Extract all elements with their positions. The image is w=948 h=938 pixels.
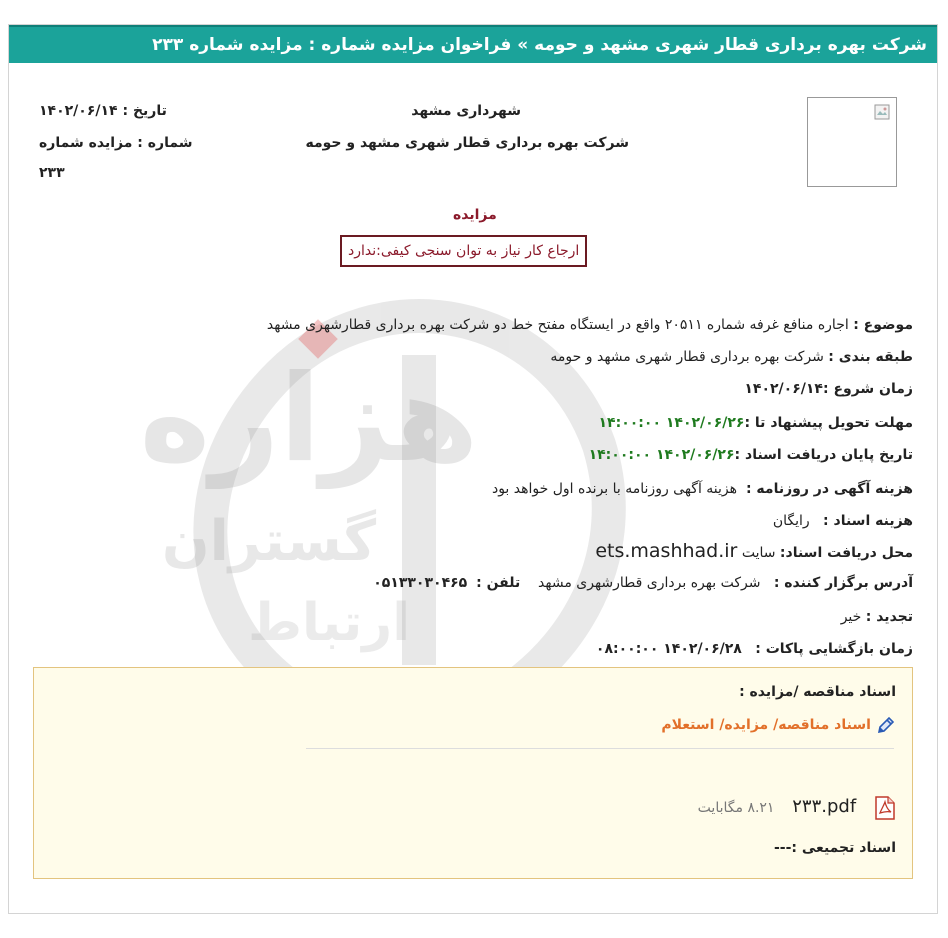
pdf-file-name[interactable]: ۲۳۳.pdf xyxy=(792,796,857,817)
address-value: شرکت بهره برداری قطارشهری مشهد xyxy=(538,575,761,591)
category-value: شرکت بهره برداری قطار شهری مشهد و حومه xyxy=(550,349,824,365)
renewal-row xyxy=(841,607,913,627)
doc-cost-label: هزینه اسناد : xyxy=(823,513,913,529)
ad-cost-label: هزینه آگهی در روزنامه : xyxy=(745,481,913,497)
doc-place-label: محل دریافت اسناد: xyxy=(779,545,913,561)
org-municipality: شهرداری مشهد xyxy=(411,103,521,119)
ad-cost-row xyxy=(492,479,913,499)
pdf-file-icon xyxy=(874,796,896,820)
doc-place-value: سایت xyxy=(741,545,776,561)
broken-image-icon xyxy=(874,104,890,120)
documents-link[interactable]: اسناد مناقصه/ مزایده/ استعلام xyxy=(661,717,871,733)
start-value: ۱۴۰۲/۰۶/۱۴ xyxy=(744,381,823,397)
renewal-label: تجدید : xyxy=(865,609,913,625)
announcement-date: تاریخ : ۱۴۰۲/۰۶/۱۴ xyxy=(39,103,167,119)
doc-cost-value: رایگان xyxy=(772,513,810,529)
subject-value: اجاره منافع غرفه شماره ۲۰۵۱۱ واقع در ایستگاه مفتح خط دو شرکت بهره برداری قطارشهری مشهد xyxy=(266,317,849,333)
announcement-number-label: شماره : مزایده شماره xyxy=(39,135,193,151)
watermark-tagline-1: گستران xyxy=(161,509,377,574)
opening-label: زمان بازگشایی پاکات : xyxy=(755,641,913,657)
subject-row xyxy=(267,315,913,335)
phone-value: ۰۵۱۳۳۰۳۰۴۶۵ xyxy=(373,575,468,591)
documents-panel xyxy=(33,667,913,879)
watermark-tagline-2: ارتباط xyxy=(247,593,411,653)
quality-assessment-note: ارجاع کار نیاز به توان سنجی کیفی:ندارد xyxy=(340,235,587,267)
start-label: زمان شروع : xyxy=(822,381,913,397)
renewal-value: خیر xyxy=(840,609,862,625)
page-title: شرکت بهره برداری قطار شهری مشهد و حومه » فراخوان مزایده شماره : مزایده شماره ۲۳۳ xyxy=(9,25,937,63)
documents-heading: اسناد مناقصه /مزایده : xyxy=(739,684,896,700)
category-row xyxy=(550,347,913,367)
aggregate-docs-value: --- xyxy=(773,840,792,856)
opening-row xyxy=(596,639,913,659)
doc-end-value: ۱۴۰۲/۰۶/۲۶ ۱۴:۰۰:۰۰ xyxy=(588,447,735,463)
address-row xyxy=(373,573,913,593)
address-label: آدرس برگزار کننده : xyxy=(773,575,913,591)
deadline-value: ۱۴۰۲/۰۶/۲۶ ۱۴:۰۰:۰۰ xyxy=(598,415,745,431)
tender-page-frame xyxy=(8,24,938,914)
start-row xyxy=(744,379,913,399)
subject-label: موضوع : xyxy=(853,317,913,333)
doc-place-row xyxy=(595,541,913,563)
doc-cost-row xyxy=(773,511,913,531)
edit-pencil-icon xyxy=(876,715,896,735)
documents-link-row[interactable] xyxy=(661,714,896,735)
organization-logo xyxy=(807,97,897,187)
documents-divider xyxy=(306,748,894,749)
doc-place-url[interactable]: ets.mashhad.ir xyxy=(595,540,738,562)
ad-cost-value: هزینه آگهی روزنامه با برنده اول خواهد بود xyxy=(491,481,738,497)
deadline-label: مهلت تحویل پیشنهاد تا : xyxy=(744,415,913,431)
aggregate-docs-label: اسناد تجمیعی : xyxy=(791,840,896,856)
org-company: شرکت بهره برداری قطار شهری مشهد و حومه xyxy=(305,135,629,151)
pdf-file-row[interactable] xyxy=(698,796,896,820)
deadline-row xyxy=(599,413,913,433)
doc-end-label: تاریخ پایان دریافت اسناد : xyxy=(734,447,913,463)
pdf-file-size: ۸.۲۱ مگابایت xyxy=(697,800,775,816)
watermark-brand: هزاره xyxy=(139,350,479,489)
phone-label: تلفن : xyxy=(476,575,521,591)
category-label: طبقه بندی : xyxy=(828,349,913,365)
doc-end-row xyxy=(589,445,913,465)
aggregate-docs-row xyxy=(774,840,896,856)
tender-type-title: مزایده xyxy=(453,207,497,223)
opening-value: ۱۴۰۲/۰۶/۲۸ ۰۸:۰۰:۰۰ xyxy=(595,641,742,657)
announcement-number-value: ۲۳۳ xyxy=(39,165,65,181)
